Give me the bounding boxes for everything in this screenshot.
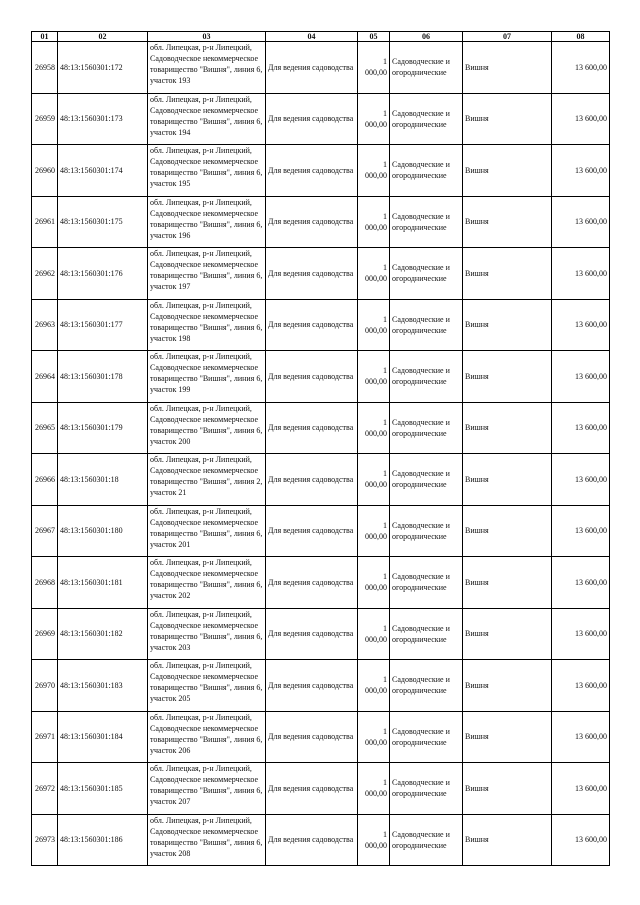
address-text: обл. Липецкая, р-н Липецкий, Садоводческое некоммерческое товарищество "Вишня", линия 6, участок 197 (150, 249, 263, 291)
cell-row-id: 26969 (32, 608, 58, 660)
cell-address (148, 711, 266, 763)
table-row (32, 763, 610, 815)
cell-address (148, 402, 266, 454)
cell-cadastral-value: 13 600,00 (552, 814, 610, 866)
column-header-07: 07 (463, 32, 552, 42)
cell-permitted-use: Для ведения садоводства (266, 660, 358, 712)
table-row (32, 42, 610, 94)
cell-address (148, 505, 266, 557)
cell-cadastral-value: 13 600,00 (552, 660, 610, 712)
cell-partnership-name: Вишня (463, 248, 552, 300)
table-row (32, 402, 610, 454)
cell-partnership-name: Вишня (463, 351, 552, 403)
cell-land-category: Садоводческие и огороднические (390, 402, 463, 454)
cell-address (148, 454, 266, 506)
cell-area: 1 000,00 (358, 299, 390, 351)
cell-cadastral-value: 13 600,00 (552, 557, 610, 609)
cell-cadastral-number: 48:13:1560301:18 (58, 454, 148, 506)
address-text: обл. Липецкая, р-н Липецкий, Садоводческое некоммерческое товарищество "Вишня", линия 6, участок 201 (150, 506, 263, 549)
cell-cadastral-value: 13 600,00 (552, 299, 610, 351)
cell-cadastral-number: 48:13:1560301:176 (58, 248, 148, 300)
cell-cadastral-number: 48:13:1560301:175 (58, 196, 148, 248)
cell-cadastral-value: 13 600,00 (552, 711, 610, 763)
cell-land-category: Садоводческие и огороднические (390, 93, 463, 145)
cell-area: 1 000,00 (358, 145, 390, 197)
cell-cadastral-number: 48:13:1560301:185 (58, 763, 148, 815)
cell-partnership-name: Вишня (463, 557, 552, 609)
cell-land-category: Садоводческие и огороднические (390, 711, 463, 763)
cell-partnership-name: Вишня (463, 42, 552, 94)
cell-row-id: 26972 (32, 763, 58, 815)
cell-address (148, 814, 266, 866)
cell-cadastral-value: 13 600,00 (552, 93, 610, 145)
cell-partnership-name: Вишня (463, 145, 552, 197)
cell-cadastral-number: 48:13:1560301:181 (58, 557, 148, 609)
cell-cadastral-number: 48:13:1560301:177 (58, 299, 148, 351)
cell-permitted-use: Для ведения садоводства (266, 711, 358, 763)
cell-permitted-use: Для ведения садоводства (266, 196, 358, 248)
address-text: обл. Липецкая, р-н Липецкий, Садоводческое некоммерческое товарищество "Вишня", линия 6, участок 195 (150, 146, 263, 188)
cell-area: 1 000,00 (358, 351, 390, 403)
address-text: обл. Липецкая, р-н Липецкий, Садоводческое некоммерческое товарищество "Вишня", линия 6, участок 203 (150, 609, 263, 652)
table-row (32, 93, 610, 145)
cell-row-id: 26970 (32, 660, 58, 712)
table-row (32, 454, 610, 506)
cell-land-category: Садоводческие и огороднические (390, 763, 463, 815)
column-header-03: 03 (148, 32, 266, 42)
cell-land-category: Садоводческие и огороднические (390, 814, 463, 866)
table-row (32, 557, 610, 609)
cell-cadastral-number: 48:13:1560301:184 (58, 711, 148, 763)
address-text: обл. Липецкая, р-н Липецкий, Садоводческое некоммерческое товарищество "Вишня", линия 6, участок 198 (150, 300, 263, 343)
cell-land-category: Садоводческие и огороднические (390, 299, 463, 351)
cell-row-id: 26973 (32, 814, 58, 866)
cell-area: 1 000,00 (358, 814, 390, 866)
cell-address (148, 93, 266, 145)
cell-partnership-name: Вишня (463, 454, 552, 506)
cell-row-id: 26964 (32, 351, 58, 403)
cell-area: 1 000,00 (358, 454, 390, 506)
cell-row-id: 26968 (32, 557, 58, 609)
cell-address (148, 557, 266, 609)
cell-cadastral-number: 48:13:1560301:173 (58, 93, 148, 145)
cell-permitted-use: Для ведения садоводства (266, 145, 358, 197)
address-text: обл. Липецкая, р-н Липецкий, Садоводческое некоммерческое товарищество "Вишня", линия 6, участок 208 (150, 815, 263, 858)
column-header-01: 01 (32, 32, 58, 42)
cell-permitted-use: Для ведения садоводства (266, 299, 358, 351)
address-text: обл. Липецкая, р-н Липецкий, Садоводческое некоммерческое товарищество "Вишня", линия 6, участок 202 (150, 558, 263, 600)
cell-area: 1 000,00 (358, 93, 390, 145)
cell-land-category: Садоводческие и огороднические (390, 660, 463, 712)
cell-row-id: 26966 (32, 454, 58, 506)
cell-area: 1 000,00 (358, 42, 390, 94)
cell-row-id: 26959 (32, 93, 58, 145)
cell-cadastral-value: 13 600,00 (552, 42, 610, 94)
cell-permitted-use: Для ведения садоводства (266, 93, 358, 145)
cell-address (148, 42, 266, 94)
address-text: обл. Липецкая, р-н Липецкий, Садоводческое некоммерческое товарищество "Вишня", линия 2, участок 21 (150, 455, 263, 497)
cell-partnership-name: Вишня (463, 608, 552, 660)
cell-row-id: 26960 (32, 145, 58, 197)
address-text: обл. Липецкая, р-н Липецкий, Садоводческое некоммерческое товарищество "Вишня", линия 6, участок 206 (150, 712, 263, 755)
cell-cadastral-number: 48:13:1560301:186 (58, 814, 148, 866)
table-row (32, 248, 610, 300)
cell-cadastral-value: 13 600,00 (552, 145, 610, 197)
cell-cadastral-number: 48:13:1560301:182 (58, 608, 148, 660)
address-text: обл. Липецкая, р-н Липецкий, Садоводческое некоммерческое товарищество "Вишня", линия 6, участок 207 (150, 764, 263, 806)
cell-permitted-use: Для ведения садоводства (266, 763, 358, 815)
cell-address (148, 763, 266, 815)
cell-cadastral-value: 13 600,00 (552, 248, 610, 300)
cell-permitted-use: Для ведения садоводства (266, 557, 358, 609)
cell-area: 1 000,00 (358, 711, 390, 763)
cell-cadastral-value: 13 600,00 (552, 505, 610, 557)
address-text: обл. Липецкая, р-н Липецкий, Садоводческое некоммерческое товарищество "Вишня", линия 6, участок 193 (150, 43, 263, 85)
cell-partnership-name: Вишня (463, 505, 552, 557)
cell-cadastral-value: 13 600,00 (552, 351, 610, 403)
column-header-06: 06 (390, 32, 463, 42)
cell-permitted-use: Для ведения садоводства (266, 608, 358, 660)
cell-land-category: Садоводческие и огороднические (390, 505, 463, 557)
cell-row-id: 26961 (32, 196, 58, 248)
column-header-05: 05 (358, 32, 390, 42)
table-row (32, 351, 610, 403)
land-plots-table (31, 31, 610, 866)
cell-cadastral-value: 13 600,00 (552, 402, 610, 454)
cell-partnership-name: Вишня (463, 93, 552, 145)
cell-row-id: 26971 (32, 711, 58, 763)
table-row (32, 814, 610, 866)
cell-partnership-name: Вишня (463, 299, 552, 351)
cell-permitted-use: Для ведения садоводства (266, 454, 358, 506)
cell-land-category: Садоводческие и огороднические (390, 145, 463, 197)
cell-cadastral-number: 48:13:1560301:174 (58, 145, 148, 197)
cell-address (148, 608, 266, 660)
table-row (32, 608, 610, 660)
cell-land-category: Садоводческие и огороднические (390, 351, 463, 403)
cell-land-category: Садоводческие и огороднические (390, 42, 463, 94)
table-row (32, 660, 610, 712)
cell-land-category: Садоводческие и огороднические (390, 608, 463, 660)
cell-cadastral-value: 13 600,00 (552, 608, 610, 660)
cell-permitted-use: Для ведения садоводства (266, 505, 358, 557)
column-header-08: 08 (552, 32, 610, 42)
cell-address (148, 299, 266, 351)
cell-partnership-name: Вишня (463, 814, 552, 866)
cell-partnership-name: Вишня (463, 763, 552, 815)
cell-area: 1 000,00 (358, 196, 390, 248)
cell-area: 1 000,00 (358, 557, 390, 609)
cell-cadastral-value: 13 600,00 (552, 196, 610, 248)
column-header-02: 02 (58, 32, 148, 42)
address-text: обл. Липецкая, р-н Липецкий, Садоводческое некоммерческое товарищество "Вишня", линия 6, участок 194 (150, 94, 263, 137)
header-row (32, 32, 610, 42)
cell-cadastral-number: 48:13:1560301:178 (58, 351, 148, 403)
cell-cadastral-number: 48:13:1560301:183 (58, 660, 148, 712)
cell-cadastral-value: 13 600,00 (552, 763, 610, 815)
cell-row-id: 26962 (32, 248, 58, 300)
cell-land-category: Садоводческие и огороднические (390, 557, 463, 609)
cell-row-id: 26958 (32, 42, 58, 94)
cell-area: 1 000,00 (358, 660, 390, 712)
cell-land-category: Садоводческие и огороднические (390, 454, 463, 506)
cell-partnership-name: Вишня (463, 660, 552, 712)
cell-row-id: 26967 (32, 505, 58, 557)
cell-permitted-use: Для ведения садоводства (266, 814, 358, 866)
cell-area: 1 000,00 (358, 402, 390, 454)
cell-row-id: 26963 (32, 299, 58, 351)
cell-address (148, 660, 266, 712)
cell-partnership-name: Вишня (463, 402, 552, 454)
cell-address (148, 248, 266, 300)
cell-area: 1 000,00 (358, 608, 390, 660)
cell-area: 1 000,00 (358, 763, 390, 815)
cell-land-category: Садоводческие и огороднические (390, 196, 463, 248)
table-row (32, 711, 610, 763)
table-row (32, 505, 610, 557)
address-text: обл. Липецкая, р-н Липецкий, Садоводческое некоммерческое товарищество "Вишня", линия 6, участок 200 (150, 403, 263, 446)
table-row (32, 196, 610, 248)
cell-partnership-name: Вишня (463, 196, 552, 248)
column-header-04: 04 (266, 32, 358, 42)
cell-land-category: Садоводческие и огороднические (390, 248, 463, 300)
cell-permitted-use: Для ведения садоводства (266, 351, 358, 403)
cell-cadastral-value: 13 600,00 (552, 454, 610, 506)
table-row (32, 145, 610, 197)
cell-partnership-name: Вишня (463, 711, 552, 763)
cell-cadastral-number: 48:13:1560301:180 (58, 505, 148, 557)
cell-row-id: 26965 (32, 402, 58, 454)
address-text: обл. Липецкая, р-н Липецкий, Садоводческое некоммерческое товарищество "Вишня", линия 6, участок 205 (150, 661, 263, 703)
table-row (32, 299, 610, 351)
cell-cadastral-number: 48:13:1560301:179 (58, 402, 148, 454)
cell-cadastral-number: 48:13:1560301:172 (58, 42, 148, 94)
land-registry-sheet (31, 31, 609, 866)
cell-area: 1 000,00 (358, 248, 390, 300)
cell-permitted-use: Для ведения садоводства (266, 42, 358, 94)
cell-area: 1 000,00 (358, 505, 390, 557)
cell-permitted-use: Для ведения садоводства (266, 402, 358, 454)
address-text: обл. Липецкая, р-н Липецкий, Садоводческое некоммерческое товарищество "Вишня", линия 6, участок 199 (150, 352, 263, 394)
address-text: обл. Липецкая, р-н Липецкий, Садоводческое некоммерческое товарищество "Вишня", линия 6, участок 196 (150, 197, 263, 240)
cell-address (148, 351, 266, 403)
cell-address (148, 145, 266, 197)
cell-address (148, 196, 266, 248)
cell-permitted-use: Для ведения садоводства (266, 248, 358, 300)
